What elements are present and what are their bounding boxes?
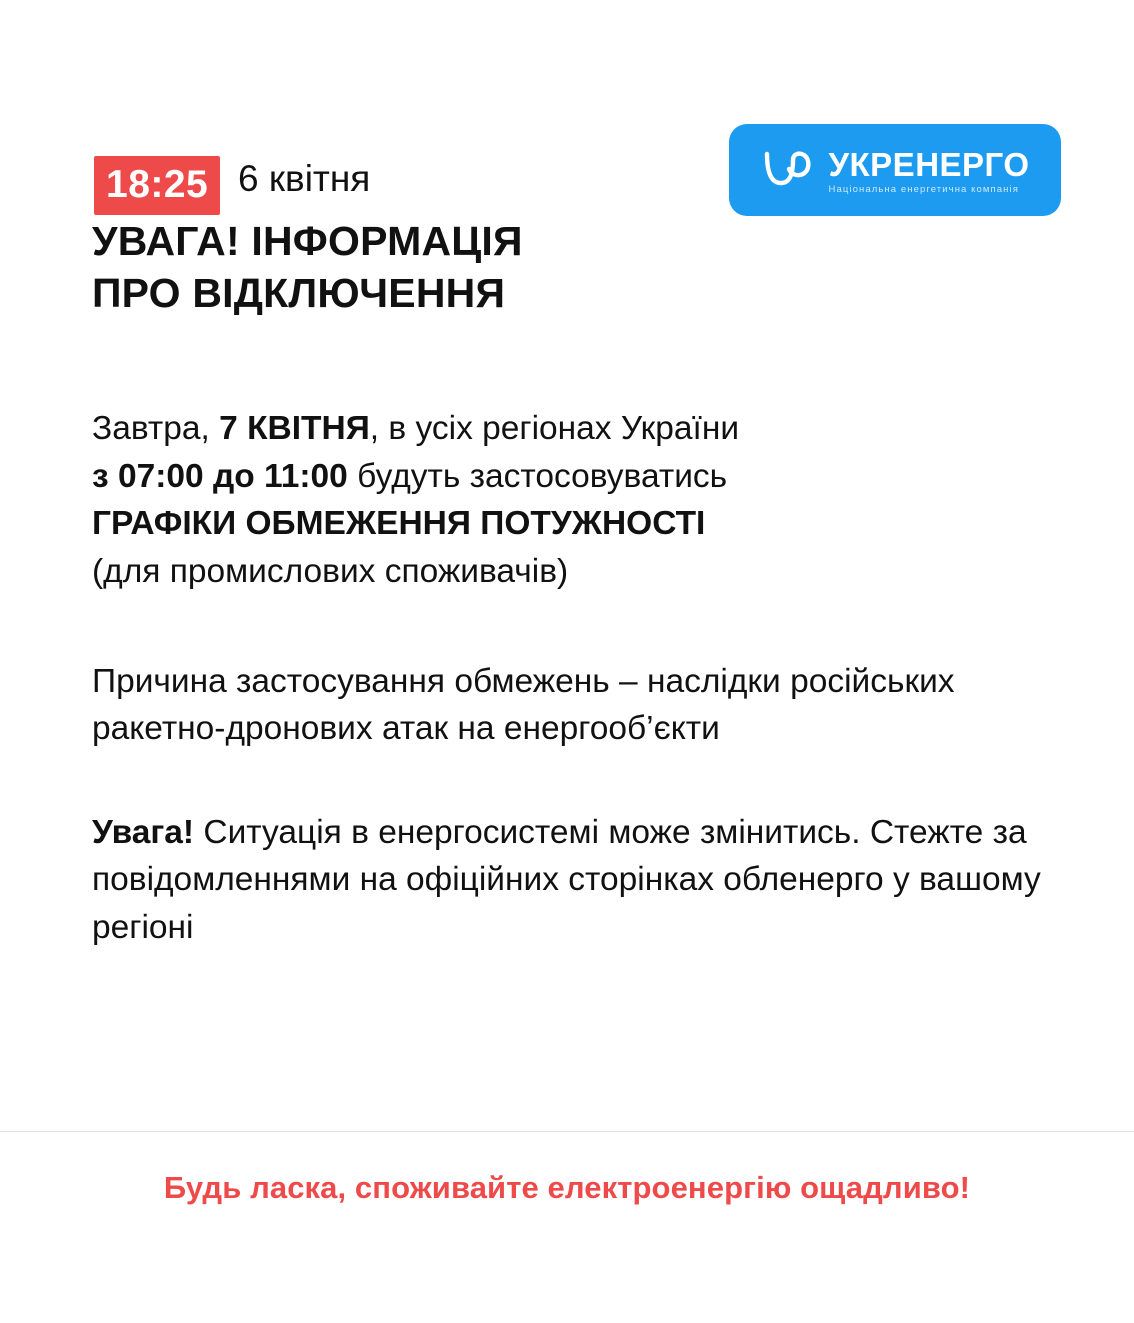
logo-text-block: [828, 145, 1030, 195]
date-label: 6 квітня: [238, 158, 371, 199]
time-badge: 18:25: [94, 156, 220, 215]
footer-divider: [0, 1131, 1134, 1132]
warning-text: Ситуація в енергосистемі може змінитись. Стежте за повідомленнями на офіційних сторінках обленерго у вашому регіоні: [92, 813, 1041, 946]
page-header: [0, 62, 1134, 206]
ukrenergo-logo: [729, 124, 1061, 216]
announcement-after-time: будуть застосовуватись: [347, 457, 728, 495]
footer-note: Будь ласка, споживайте електроенергію ощадливо!: [163, 1170, 971, 1205]
ukrenergo-logo-icon: [761, 150, 815, 190]
announcement-time: з 07:00 до 11:00: [92, 457, 348, 495]
announcement-paragraph: [92, 405, 1052, 595]
announcement-date: 7 КВІТНЯ: [219, 410, 370, 448]
announcement-audience: (для промислових споживачів): [92, 553, 569, 590]
warning-label: Увага!: [92, 813, 195, 851]
announcement-after-date: , в усіх регіонах України: [369, 410, 740, 448]
announcement-lead: Завтра,: [92, 410, 220, 448]
logo-subtitle: Національна енергетична компанія: [828, 183, 1019, 195]
page-title-line-2: ПРО ВІДКЛЮЧЕННЯ: [92, 269, 506, 316]
announcement-schedule: ГРАФІКИ ОБМЕЖЕННЯ ПОТУЖНОСТІ: [92, 505, 706, 543]
warning-paragraph: [92, 809, 1052, 952]
page-title: [92, 216, 1052, 319]
logo-name: УКРЕНЕРГО: [828, 145, 1030, 183]
reason-paragraph: Причина застосування обмежень – наслідки російських ракетно-дронових атак на енергооб’єкти: [92, 662, 955, 748]
page-title-line-1: УВАГА! ІНФОРМАЦІЯ: [92, 218, 523, 264]
main-content: [92, 216, 1052, 951]
